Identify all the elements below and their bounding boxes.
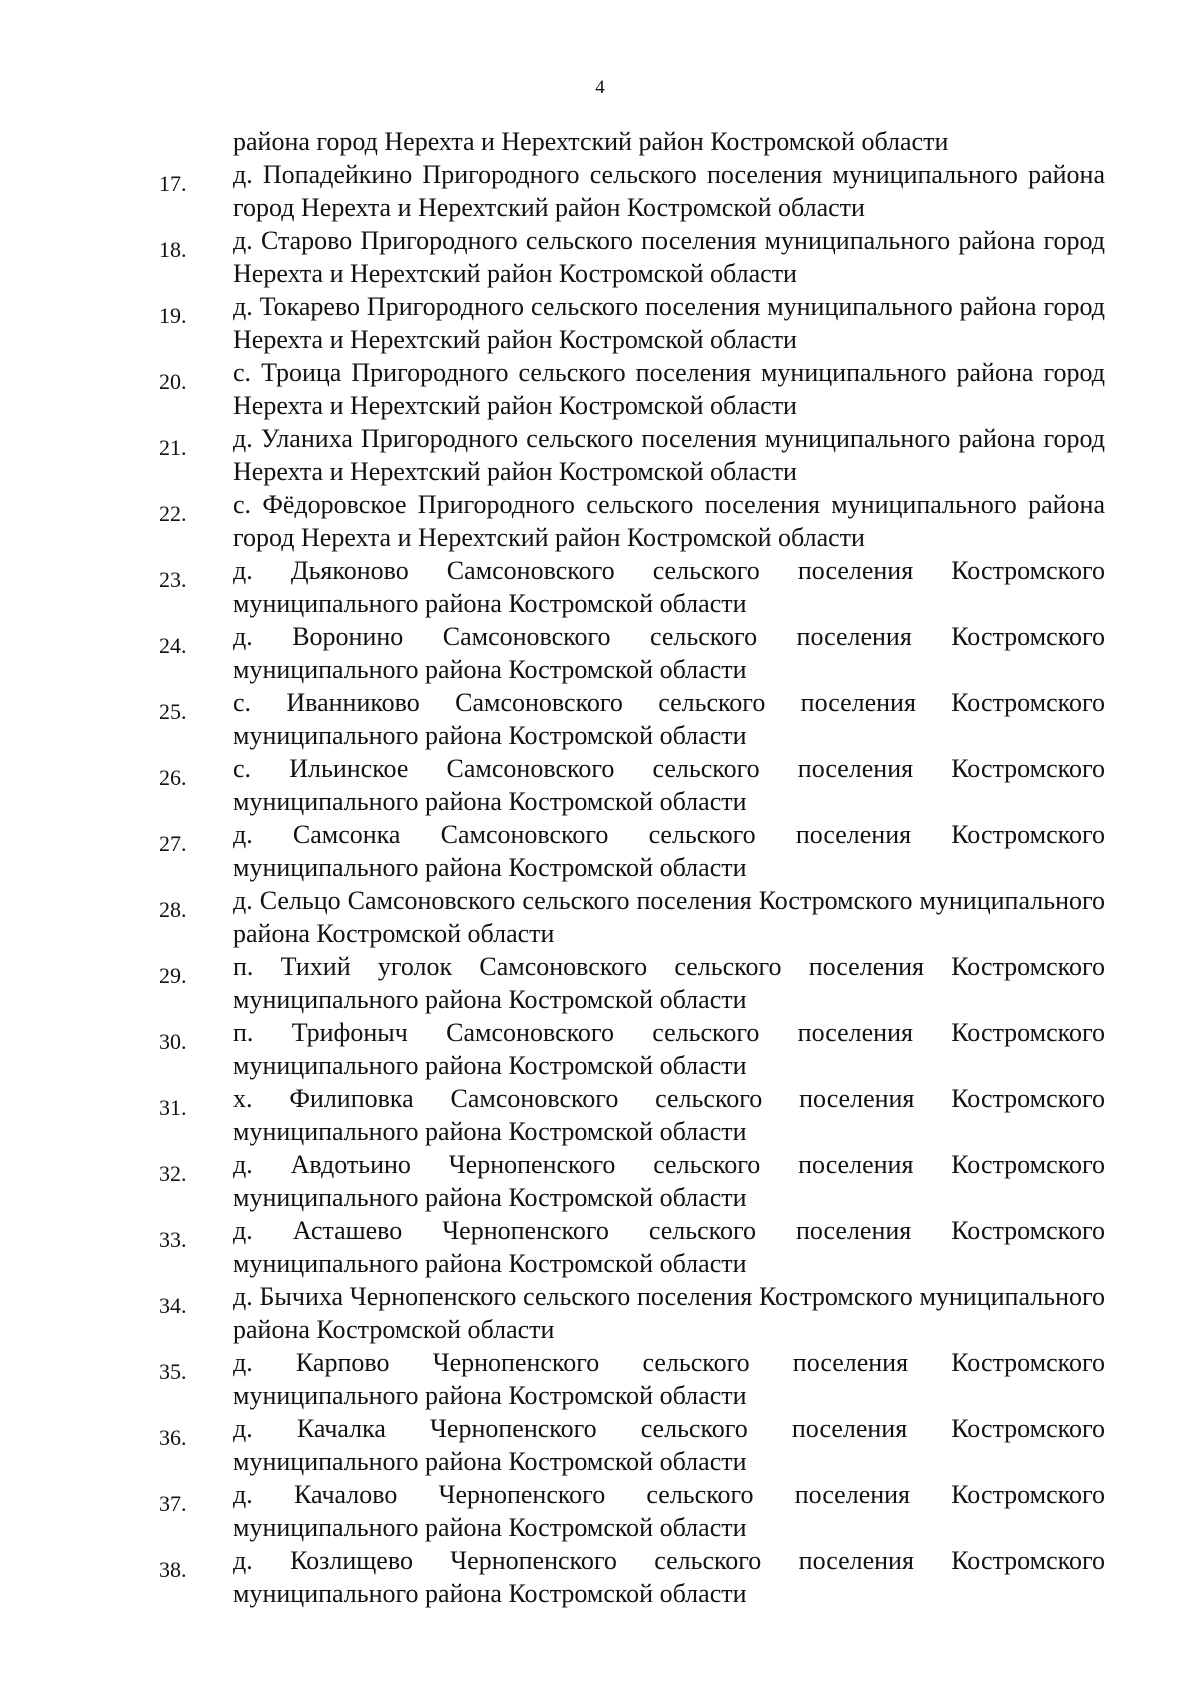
item-text: д. Бычиха Чернопенского сельского поселения Костромского муниципального района Костромской области	[233, 1282, 1105, 1344]
list-item	[0, 1478, 1200, 1544]
item-text: д. Дьяконово Самсоновского сельского поселения Костромского муниципального района Костромской области	[233, 556, 1105, 618]
list-item	[0, 290, 1200, 356]
list-item	[0, 158, 1200, 224]
item-text: д. Самсонка Самсоновского сельского поселения Костромского муниципального района Костромской области	[233, 820, 1105, 882]
item-text: д. Токарево Пригородного сельского поселения муниципального района город Нерехта и Нерехтский район Костромской области	[233, 292, 1105, 354]
item-number: 28.	[159, 897, 187, 922]
item-number: 25.	[159, 699, 187, 724]
item-text: д. Сельцо Самсоновского сельского поселения Костромского муниципального района Костромской области	[233, 886, 1105, 948]
item-number: 34.	[159, 1293, 187, 1318]
list-item	[0, 422, 1200, 488]
item-text: д. Асташево Чернопенского сельского поселения Костромского муниципального района Костромской области	[233, 1216, 1105, 1278]
list-item	[0, 950, 1200, 1016]
item-text: д. Козлищево Чернопенского сельского поселения Костромского муниципального района Костромской области	[233, 1546, 1105, 1608]
list-item	[0, 488, 1200, 554]
list-item	[0, 1346, 1200, 1412]
item-number: 37.	[159, 1491, 187, 1516]
item-text: д. Авдотьино Чернопенского сельского поселения Костромского муниципального района Костромской области	[233, 1150, 1105, 1212]
list-item	[0, 884, 1200, 950]
list-item	[0, 818, 1200, 884]
settlement-list	[0, 125, 1200, 1610]
item-number: 27.	[159, 831, 187, 856]
list-item	[0, 356, 1200, 422]
item-number: 29.	[159, 963, 187, 988]
list-item	[0, 1412, 1200, 1478]
item-text: с. Троица Пригородного сельского поселения муниципального района город Нерехта и Нерехтский район Костромской области	[233, 358, 1105, 420]
list-items	[0, 158, 1200, 1610]
item-text: д. Старово Пригородного сельского поселения муниципального района город Нерехта и Нерехтский район Костромской области	[233, 226, 1105, 288]
item-text: с. Иванниково Самсоновского сельского поселения Костромского муниципального района Костромской области	[233, 688, 1105, 750]
continuation-text: района город Нерехта и Нерехтский район Костромской области	[233, 127, 949, 156]
list-item	[0, 224, 1200, 290]
item-number: 30.	[159, 1029, 187, 1054]
list-item	[0, 686, 1200, 752]
item-number: 23.	[159, 567, 187, 592]
item-text: п. Трифоныч Самсоновского сельского поселения Костромского муниципального района Костромской области	[233, 1018, 1105, 1080]
list-item	[0, 1082, 1200, 1148]
item-text: д. Попадейкино Пригородного сельского поселения муниципального района город Нерехта и Нерехтский район Костромской области	[233, 160, 1105, 222]
item-text: д. Воронино Самсоновского сельского поселения Костромского муниципального района Костромской области	[233, 622, 1105, 684]
item-number: 31.	[159, 1095, 187, 1120]
item-text: д. Уланиха Пригородного сельского поселения муниципального района город Нерехта и Нерехтский район Костромской области	[233, 424, 1105, 486]
item-number: 20.	[159, 369, 187, 394]
item-number: 24.	[159, 633, 187, 658]
list-item	[0, 1544, 1200, 1610]
list-item	[0, 620, 1200, 686]
item-text: д. Качалово Чернопенского сельского поселения Костромского муниципального района Костромской области	[233, 1480, 1105, 1542]
list-item	[0, 554, 1200, 620]
item-text: х. Филиповка Самсоновского сельского поселения Костромского муниципального района Костромской области	[233, 1084, 1105, 1146]
item-text: п. Тихий уголок Самсоновского сельского поселения Костромского муниципального района Костромской области	[233, 952, 1105, 1014]
item-number: 18.	[159, 237, 187, 262]
list-item	[0, 1016, 1200, 1082]
item-number: 33.	[159, 1227, 187, 1252]
list-item	[0, 1148, 1200, 1214]
item-number: 22.	[159, 501, 187, 526]
item-text: с. Ильинское Самсоновского сельского поселения Костромского муниципального района Костромской области	[233, 754, 1105, 816]
item-text: д. Качалка Чернопенского сельского поселения Костромского муниципального района Костромской области	[233, 1414, 1105, 1476]
list-item	[0, 752, 1200, 818]
item-number: 36.	[159, 1425, 187, 1450]
item-number: 32.	[159, 1161, 187, 1186]
item-text: д. Карпово Чернопенского сельского поселения Костромского муниципального района Костромской области	[233, 1348, 1105, 1410]
item-number: 19.	[159, 303, 187, 328]
list-item	[0, 1214, 1200, 1280]
item-number: 35.	[159, 1359, 187, 1384]
list-item	[0, 1280, 1200, 1346]
item-text: с. Фёдоровское Пригородного сельского поселения муниципального района город Нерехта и Нерехтский район Костромской области	[233, 490, 1105, 552]
item-number: 26.	[159, 765, 187, 790]
page-number: 4	[595, 77, 605, 98]
item-number: 38.	[159, 1557, 187, 1582]
item-number: 21.	[159, 435, 187, 460]
item-number: 17.	[159, 171, 187, 196]
